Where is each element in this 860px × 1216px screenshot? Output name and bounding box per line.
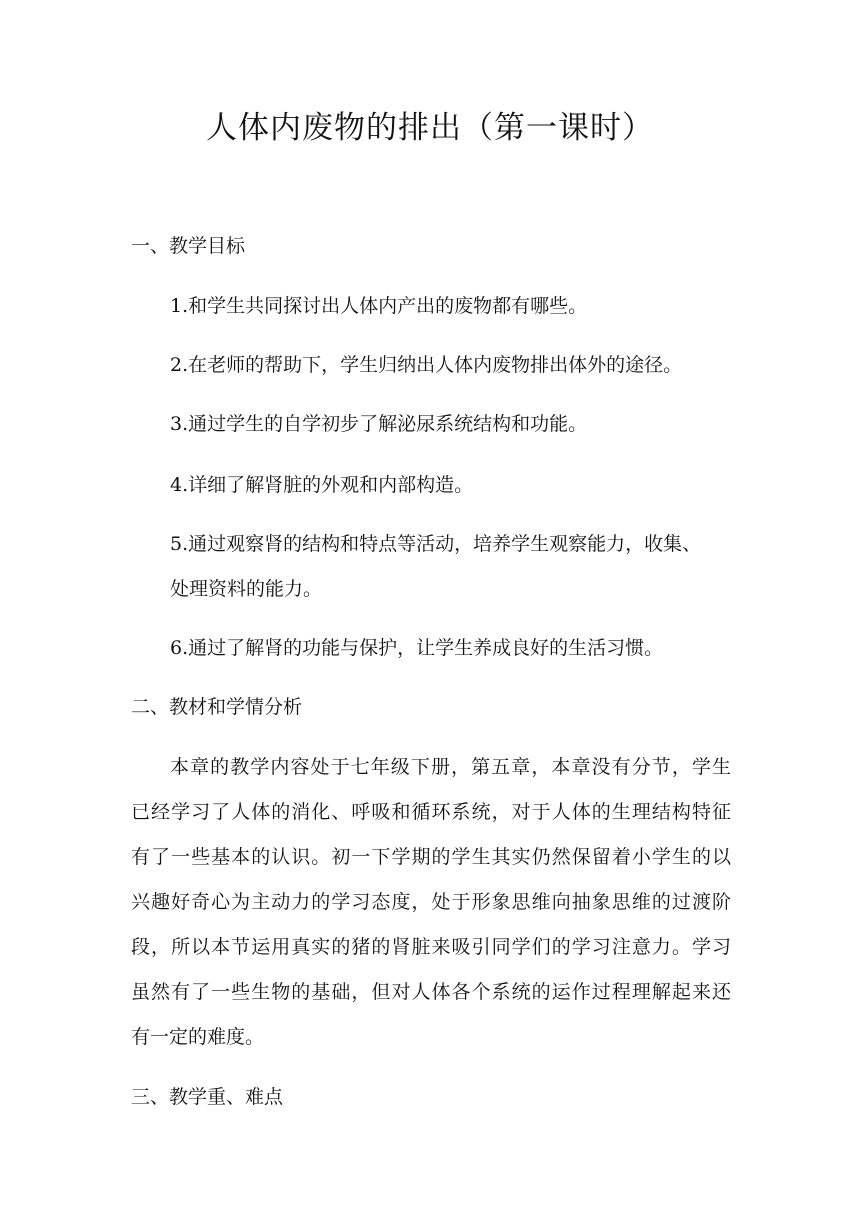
objective-item: 4.详细了解肾脏的外观和内部构造。 <box>170 474 474 496</box>
section-heading-objectives: 一、教学目标 <box>131 235 246 257</box>
objective-item: 2.在老师的帮助下，学生归纳出人体内废物排出体外的途径。 <box>170 354 683 376</box>
section-heading-key-points: 三、教学重、难点 <box>131 1086 284 1108</box>
analysis-paragraph-line: 兴趣好奇心为主动力的学习态度，处于形象思维向抽象思维的过渡阶 <box>131 891 731 913</box>
analysis-paragraph-line: 虽然有了一些生物的基础，但对人体各个系统的运作过程理解起来还 <box>131 981 731 1003</box>
section-heading-analysis: 二、教材和学情分析 <box>131 696 303 718</box>
analysis-paragraph-line: 有了一些基本的认识。初一下学期的学生其实仍然保留着小学生的以 <box>131 846 731 868</box>
analysis-paragraph-line: 已经学习了人体的消化、呼吸和循环系统，对于人体的生理结构特征 <box>131 801 731 823</box>
objective-item: 1.和学生共同探讨出人体内产出的废物都有哪些。 <box>170 295 588 317</box>
objective-item: 6.通过了解肾的功能与保护，让学生养成良好的生活习惯。 <box>170 637 664 659</box>
objective-item-continuation: 处理资料的能力。 <box>170 578 323 600</box>
analysis-paragraph-line: 本章的教学内容处于七年级下册，第五章，本章没有分节，学生 <box>170 756 731 778</box>
document-title: 人体内废物的排出（第一课时） <box>206 110 654 146</box>
analysis-paragraph-line: 段，所以本节运用真实的猪的肾脏来吸引同学们的学习注意力。学习 <box>131 936 731 958</box>
objective-item: 3.通过学生的自学初步了解泌尿系统结构和功能。 <box>170 413 588 435</box>
analysis-paragraph-line: 有一定的难度。 <box>131 1026 265 1048</box>
objective-item: 5.通过观察肾的结构和特点等活动，培养学生观察能力，收集、 <box>170 533 702 555</box>
